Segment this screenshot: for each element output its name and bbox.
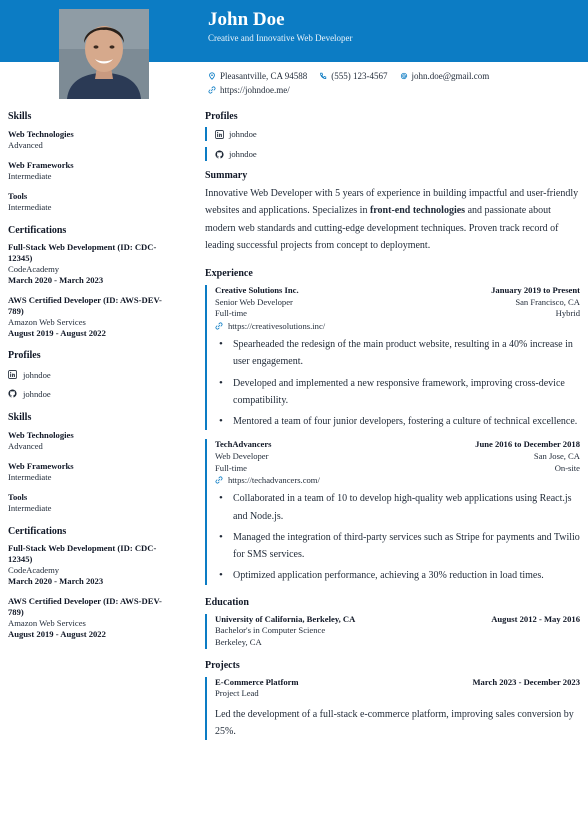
- projects-heading: Projects: [205, 659, 240, 671]
- github-icon: [215, 150, 224, 159]
- profile-handle: johndoe: [23, 388, 51, 399]
- achievement-item: • Mentored a team of four junior developers, fostering a culture of technical excellence.: [215, 413, 580, 430]
- linkedin-icon: [8, 370, 17, 379]
- company-name: Creative Solutions Inc.: [215, 285, 299, 296]
- certification-dates: March 2020 - March 2023: [8, 275, 104, 285]
- sidebar: [8, 110, 188, 640]
- achievement-item: • Optimized application performance, achieving a 30% reduction in load times.: [215, 567, 580, 584]
- company-name: TechAdvancers: [215, 439, 272, 450]
- skill-item: [8, 191, 188, 213]
- job-type: Full-time: [215, 308, 247, 319]
- certification-name-cont: 12345): [8, 253, 33, 263]
- phone-text: (555) 123-4567: [331, 71, 388, 81]
- job-location: San Francisco, CA: [515, 296, 580, 307]
- certification-item: [8, 242, 188, 286]
- skill-name: Web Technologies: [8, 430, 74, 440]
- skill-level: Intermediate: [8, 171, 52, 181]
- certification-name-cont: 789): [8, 607, 24, 617]
- certification-dates: August 2019 - August 2022: [8, 629, 106, 639]
- summary-part-2: and passionate about modern web standards and cutting-edge development techniques. Proven track record of leading successful projects from concept to deployment.: [205, 205, 559, 251]
- skill-name: Tools: [8, 191, 28, 201]
- company-url: https://techadvancers.com/: [228, 475, 320, 486]
- job-location: San Jose, CA: [533, 451, 580, 462]
- linkedin-icon: [215, 130, 224, 139]
- achievement-item: • Spearheaded the redesign of the main product website, resulting in a 40% increase in user engagement.: [215, 336, 580, 371]
- certifications-heading: Certifications: [8, 526, 67, 537]
- location-text: Pleasantville, CA 94588: [220, 71, 308, 81]
- profile-linkedin[interactable]: [205, 127, 580, 141]
- profile-linkedin[interactable]: [8, 365, 188, 384]
- certification-issuer: CodeAcademy: [8, 264, 60, 274]
- person-tagline: Creative and Innovative Web Developer: [208, 33, 353, 43]
- company-link[interactable]: [215, 474, 580, 486]
- skill-item: [8, 160, 188, 182]
- certification-item: [8, 295, 188, 339]
- certification-name: Full-Stack Web Development (ID: CDC-: [8, 242, 157, 252]
- project-dates: March 2023 - December 2023: [472, 676, 580, 687]
- profile-github[interactable]: [8, 384, 188, 403]
- achievement-list: [215, 490, 580, 584]
- certification-item: [8, 543, 188, 587]
- skill-name: Web Frameworks: [8, 461, 74, 471]
- certification-dates: August 2019 - August 2022: [8, 328, 106, 338]
- experience-heading: Experience: [205, 268, 253, 280]
- certification-item: [8, 596, 188, 640]
- summary-heading: Summary: [205, 170, 248, 181]
- skill-level: Intermediate: [8, 472, 52, 482]
- skill-item: [8, 492, 188, 514]
- contact-info: [208, 69, 501, 97]
- skills-heading: Skills: [8, 412, 32, 423]
- certification-dates: March 2020 - March 2023: [8, 576, 104, 586]
- experience-entry: [205, 285, 580, 430]
- experience-entry: [205, 439, 580, 584]
- certification-name-cont: 789): [8, 306, 24, 316]
- summary-text: [205, 185, 580, 254]
- skill-name: Web Frameworks: [8, 160, 74, 170]
- link-icon: [208, 86, 216, 94]
- github-icon: [8, 389, 17, 398]
- school-name: University of California, Berkeley, CA: [215, 613, 356, 624]
- profiles-heading: Profiles: [8, 350, 41, 361]
- skill-level: Advanced: [8, 140, 43, 150]
- employment-dates: June 2016 to December 2018: [475, 439, 580, 450]
- skills-heading: Skills: [8, 111, 32, 122]
- at-icon: [400, 72, 408, 80]
- job-mode: Hybrid: [555, 308, 580, 319]
- contact-location: [208, 71, 307, 81]
- contact-phone[interactable]: [319, 71, 387, 81]
- map-pin-icon: [208, 72, 216, 80]
- skill-level: Advanced: [8, 441, 43, 451]
- degree: Bachelor's in Computer Science: [215, 625, 326, 636]
- person-name: John Doe: [208, 9, 285, 30]
- profile-github[interactable]: [205, 147, 580, 161]
- contact-email[interactable]: [400, 71, 490, 81]
- summary-emphasis: front-end technologies: [369, 205, 466, 217]
- job-role: Web Developer: [215, 451, 269, 462]
- achievement-item: • Developed and implemented a new responsive framework, improving cross-device compatibility.: [215, 375, 580, 410]
- certifications-heading: Certifications: [8, 225, 67, 236]
- achievement-item: • Collaborated in a team of 10 to develop high-quality web applications using React.js and Node.js.: [215, 490, 580, 525]
- company-url: https://creativesolutions.inc/: [228, 320, 326, 331]
- project-entry: [205, 677, 580, 741]
- skill-level: Intermediate: [8, 202, 52, 212]
- achievement-item: • Managed the integration of third-party services such as Stripe for payments and Twilio for SMS services.: [215, 529, 580, 564]
- skill-name: Web Technologies: [8, 129, 74, 139]
- education-dates: August 2012 - May 2016: [491, 613, 580, 624]
- employment-dates: January 2019 to Present: [491, 285, 580, 296]
- certification-issuer: CodeAcademy: [8, 565, 60, 575]
- skill-item: [8, 461, 188, 483]
- link-icon: [215, 476, 223, 484]
- job-mode: On-site: [554, 462, 580, 473]
- website-text: https://johndoe.me/: [220, 85, 290, 95]
- skill-name: Tools: [8, 492, 28, 502]
- job-type: Full-time: [215, 462, 247, 473]
- phone-icon: [319, 72, 327, 80]
- education-entry: [205, 614, 580, 649]
- project-description: Led the development of a full-stack e-commerce platform, improving sales conversion by 25%.: [215, 708, 574, 737]
- skill-level: Intermediate: [8, 503, 52, 513]
- email-text: john.doe@gmail.com: [411, 71, 490, 81]
- achievement-list: [215, 336, 580, 430]
- profiles-heading: Profiles: [205, 111, 238, 122]
- education-heading: Education: [205, 596, 249, 608]
- certification-name: AWS Certified Developer (ID: AWS-DEV-: [8, 295, 162, 305]
- profile-handle: johndoe: [23, 369, 51, 380]
- certification-issuer: Amazon Web Services: [8, 618, 86, 628]
- summary-part-1: Innovative Web Developer with 5 years of experience in building impactful and user-friendly websites and applications. Specializes in: [205, 188, 579, 217]
- profile-photo: [59, 9, 149, 99]
- certification-name: Full-Stack Web Development (ID: CDC-: [8, 543, 157, 553]
- skill-item: [8, 129, 188, 151]
- company-link[interactable]: [215, 320, 580, 332]
- skill-item: [8, 430, 188, 452]
- profile-handle: johndoe: [229, 149, 257, 159]
- school-location: Berkeley, CA: [215, 636, 262, 647]
- project-name: E-Commerce Platform: [215, 676, 299, 687]
- contact-website[interactable]: [208, 85, 290, 95]
- main-column: [205, 110, 580, 740]
- project-role: Project Lead: [215, 688, 259, 699]
- profile-handle: johndoe: [229, 129, 257, 139]
- link-icon: [215, 322, 223, 330]
- job-role: Senior Web Developer: [215, 296, 293, 307]
- certification-name: AWS Certified Developer (ID: AWS-DEV-: [8, 596, 162, 606]
- certification-issuer: Amazon Web Services: [8, 317, 86, 327]
- certification-name-cont: 12345): [8, 554, 33, 564]
